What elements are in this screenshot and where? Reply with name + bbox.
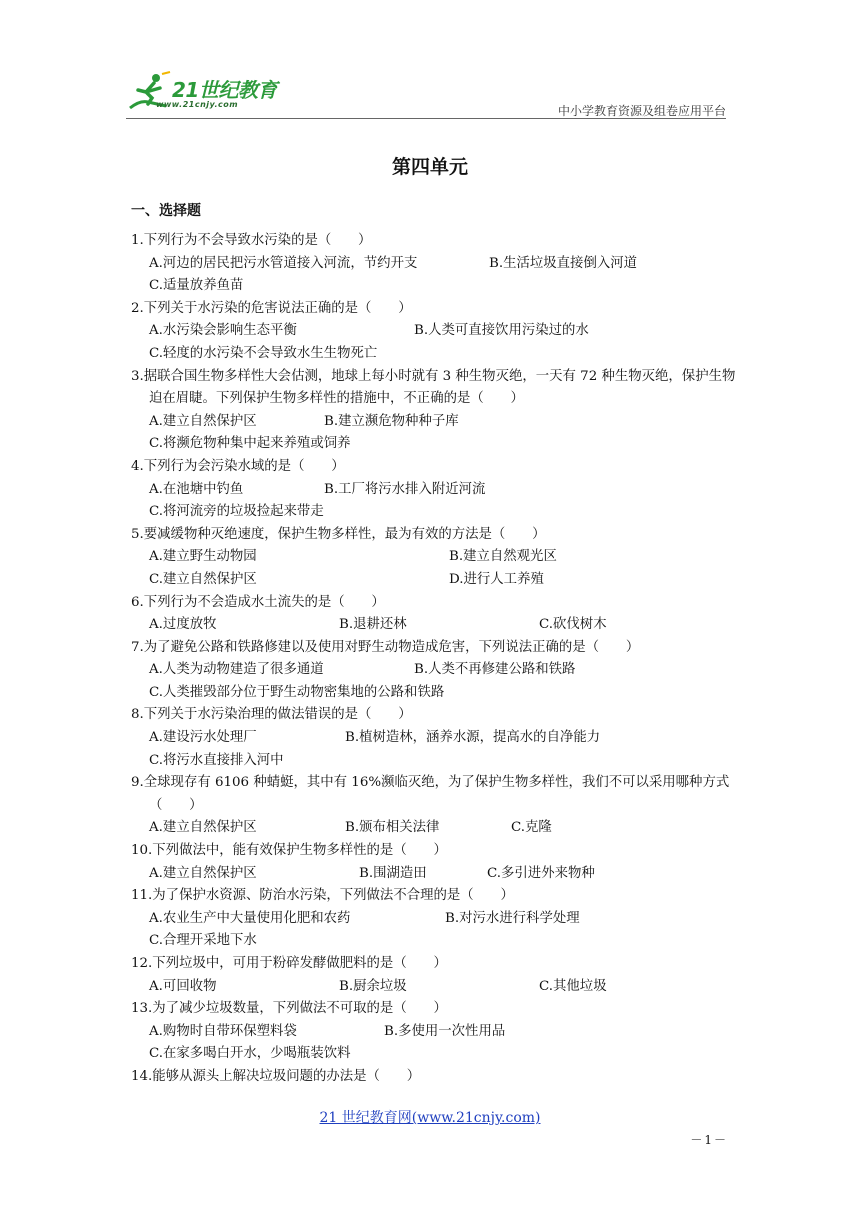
question-stem: 1.下列行为不会导致水污染的是（ ） [131, 233, 372, 248]
option-row [131, 343, 736, 366]
answer-option[interactable]: A.过度放牧 [149, 617, 217, 633]
answer-option[interactable]: B.对污水进行科学处理 [445, 910, 580, 926]
question-item [131, 230, 736, 298]
option-row [131, 253, 736, 276]
option-row [131, 546, 736, 569]
question-stem: 10.下列做法中，能有效保护生物多样性的是（ ） [131, 843, 447, 859]
footer-link[interactable]: 21 世纪教育网(www.21cnjy.com) [319, 1110, 541, 1126]
option-row [131, 682, 736, 705]
answer-option[interactable]: A.建立自然保护区 [149, 820, 257, 836]
answer-option[interactable]: C.多引进外来物种 [487, 865, 595, 881]
question-stem: 11.为了保护水资源、防治水污染，下列做法不合理的是（ ） [131, 888, 514, 904]
question-stem: 4.下列行为会污染水域的是（ ） [131, 458, 345, 474]
answer-option[interactable]: A.在池塘中钓鱼 [149, 481, 244, 497]
answer-option[interactable]: A.建设污水处理厂 [149, 730, 257, 746]
answer-option[interactable]: C.将河流旁的垃圾捡起来带走 [149, 504, 324, 520]
answer-option[interactable]: B.生活垃圾直接倒入河道 [489, 255, 638, 271]
answer-option[interactable]: B.人类不再修建公路和铁路 [414, 662, 576, 678]
question-stem: 2.下列关于水污染的危害说法正确的是（ ） [131, 300, 412, 316]
option-row [131, 863, 736, 886]
logo [126, 70, 301, 114]
option-row [131, 908, 736, 931]
option-row [131, 1043, 736, 1066]
question-list [131, 230, 736, 1089]
page-title: 第四单元 [391, 156, 468, 178]
question-item [131, 840, 736, 885]
answer-option[interactable]: C.合理开采地下水 [149, 933, 257, 949]
answer-option[interactable]: A.水污染会影响生态平衡 [149, 323, 297, 339]
answer-option[interactable]: A.建立自然保护区 [149, 413, 257, 429]
question-stem: 7.为了避免公路和铁路修建以及使用对野生动物造成危害，下列说法正确的是（ ） [131, 639, 640, 655]
answer-option[interactable]: B.建立自然观光区 [449, 549, 557, 565]
answer-option[interactable]: B.植树造林，涵养水源，提高水的自净能力 [345, 730, 601, 746]
option-row [131, 569, 736, 592]
option-row [131, 1021, 736, 1044]
question-stem: 9.全球现存有 6106 种蜻蜓，其中有 16%濒临灭绝，为了保护生物多样性，我们不可以采用哪种方式（ ） [131, 775, 730, 813]
option-row [131, 433, 736, 456]
question-item [131, 637, 736, 705]
answer-option[interactable]: C.其他垃圾 [539, 978, 607, 994]
question-stem: 5.要减缓物种灭绝速度，保护生物多样性，最为有效的方法是（ ） [131, 526, 546, 542]
option-row [131, 750, 736, 773]
question-stem: 13.为了减少垃圾数量，下列做法不可取的是（ ） [131, 1001, 447, 1017]
option-row [131, 976, 736, 999]
option-row [131, 930, 736, 953]
question-item [131, 1066, 736, 1089]
answer-option[interactable]: D.进行人工养殖 [449, 571, 544, 587]
option-row [131, 501, 736, 524]
option-row [131, 614, 736, 637]
option-row [131, 659, 736, 682]
logo-url: www.21cnjy.com [156, 100, 239, 109]
answer-option[interactable]: B.建立濒危物种种子库 [324, 413, 459, 429]
header-divider [126, 118, 726, 119]
answer-option[interactable]: A.建立自然保护区 [149, 865, 257, 881]
question-item [131, 998, 736, 1066]
logo-text: 21世纪教育 [172, 78, 277, 102]
question-item [131, 885, 736, 953]
option-row [131, 320, 736, 343]
answer-option[interactable]: B.颁布相关法律 [345, 820, 440, 836]
answer-option[interactable]: C.人类摧毁部分位于野生动物密集地的公路和铁路 [149, 684, 445, 700]
answer-option[interactable]: C.适量放养鱼苗 [149, 278, 244, 294]
question-stem: 12.下列垃圾中，可用于粉碎发酵做肥料的是（ ） [131, 956, 447, 971]
question-item [131, 953, 736, 998]
answer-option[interactable]: C.轻度的水污染不会导致水生生物死亡 [149, 345, 378, 361]
question-item [131, 772, 736, 840]
page-header [126, 62, 726, 120]
question-stem: 8.下列关于水污染治理的做法错误的是（ ） [131, 707, 412, 723]
answer-option[interactable]: B.围湖造田 [359, 865, 427, 881]
page-number: －1－ [690, 1133, 728, 1147]
question-item [131, 704, 736, 772]
answer-option[interactable]: A.农业生产中大量使用化肥和农药 [149, 910, 351, 926]
answer-option[interactable]: B.多使用一次性用品 [384, 1023, 506, 1039]
option-row [131, 817, 736, 840]
question-item [131, 592, 736, 637]
option-row [131, 479, 736, 502]
answer-option[interactable]: B.工厂将污水排入附近河流 [324, 481, 486, 497]
platform-name: 中小学教育资源及组卷应用平台 [557, 104, 726, 118]
question-item [131, 298, 736, 366]
answer-option[interactable]: C.将污水直接排入河中 [149, 752, 284, 768]
answer-option[interactable]: A.建立野生动物园 [149, 549, 257, 565]
section-heading: 一、选择题 [131, 203, 201, 219]
answer-option[interactable]: A.可回收物 [149, 978, 217, 994]
answer-option[interactable]: A.购物时自带环保塑料袋 [149, 1023, 297, 1039]
answer-option[interactable]: B.退耕还林 [339, 617, 407, 633]
answer-option[interactable]: C.克隆 [511, 820, 552, 836]
answer-option[interactable]: C.砍伐树木 [539, 617, 607, 633]
answer-option[interactable]: B.人类可直接饮用污染过的水 [414, 323, 589, 339]
answer-option[interactable]: B.厨余垃圾 [339, 978, 407, 994]
question-stem: 3.据联合国生物多样性大会估测，地球上每小时就有 3 种生物灭绝，一天有 72 种生物灭绝，保护生物迫在眉睫。下列保护生物多样性的措施中，不正确的是（ ） [131, 368, 736, 407]
question-item [131, 524, 736, 592]
option-row [131, 411, 736, 434]
answer-option[interactable]: C.在家多喝白开水，少喝瓶装饮料 [149, 1046, 351, 1062]
answer-option[interactable]: A.河边的居民把污水管道接入河流，节约开支 [149, 255, 418, 271]
question-item [131, 366, 736, 456]
option-row [131, 727, 736, 750]
answer-option[interactable]: A.人类为动物建造了很多通道 [149, 662, 324, 678]
question-item [131, 456, 736, 524]
question-stem: 14.能够从源头上解决垃圾问题的办法是（ ） [131, 1068, 421, 1084]
option-row [131, 275, 736, 298]
question-stem: 6.下列行为不会造成水土流失的是（ ） [131, 594, 385, 610]
answer-option[interactable]: C.建立自然保护区 [149, 571, 257, 587]
answer-option[interactable]: C.将濒危物种集中起来养殖或饲养 [149, 436, 351, 452]
